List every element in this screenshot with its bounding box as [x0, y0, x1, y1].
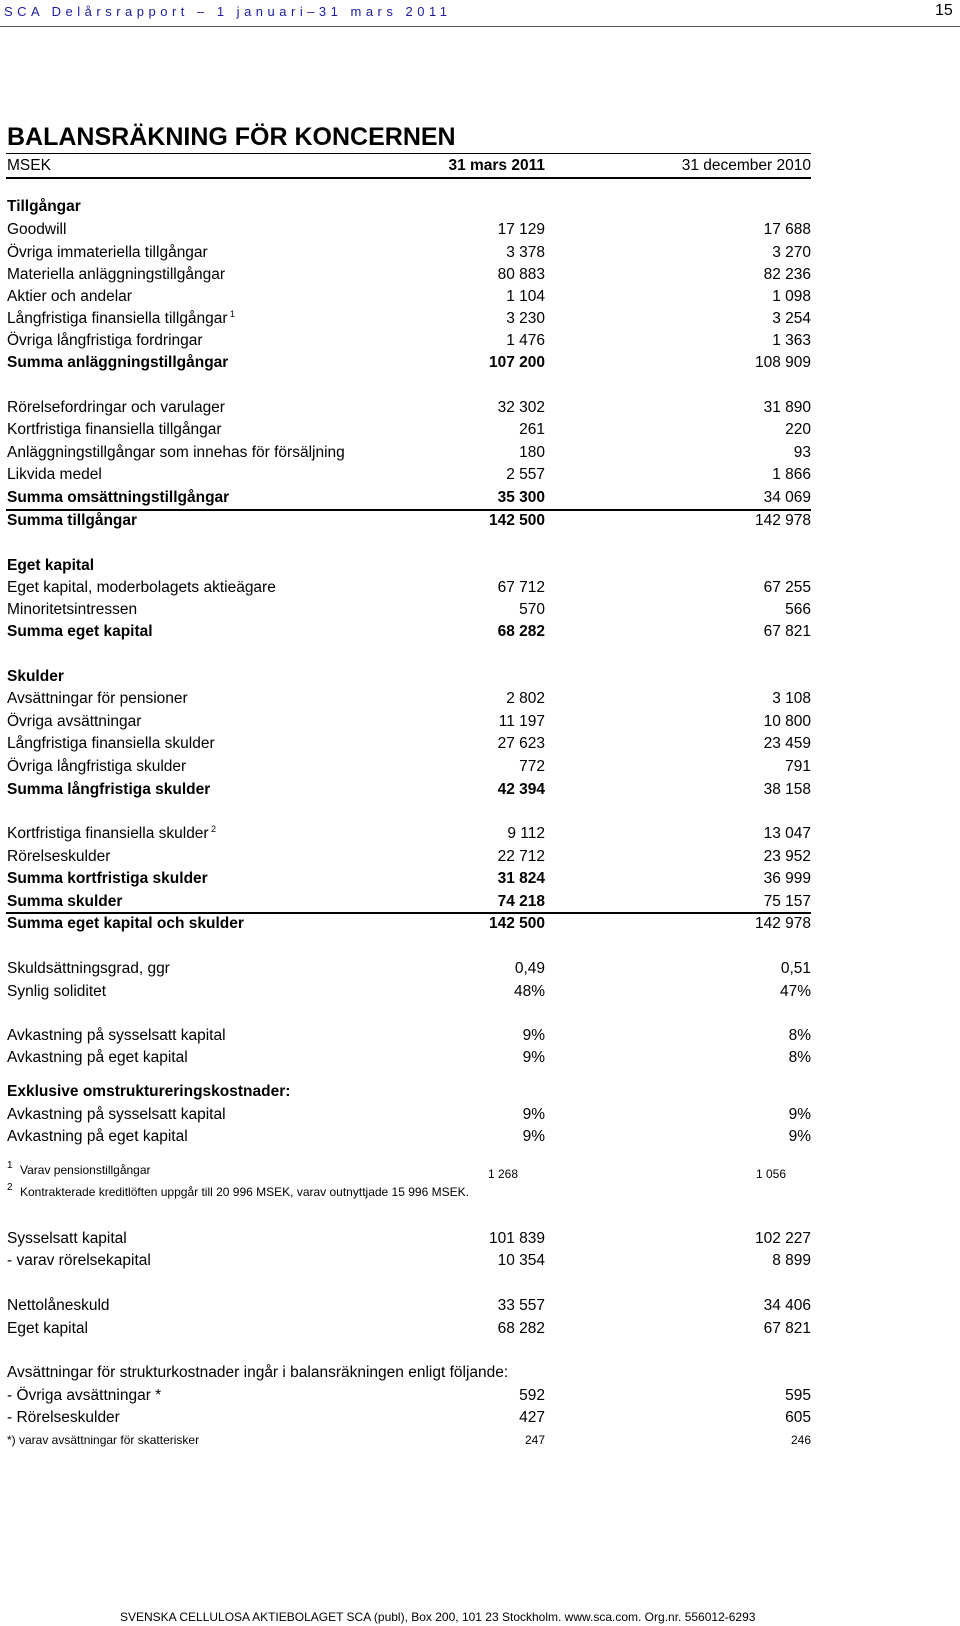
- row-label: Avsättningar för strukturkostnader ingår i balansräkningen enligt följande:: [7, 1364, 509, 1381]
- row-label: Summa eget kapital och skulder: [7, 915, 244, 932]
- value-previous: 566: [785, 601, 811, 618]
- row-label: Summa skulder: [7, 893, 123, 910]
- table-row: [7, 444, 811, 466]
- value-current: 32 302: [497, 399, 545, 416]
- row-label: Övriga immateriella tillgångar: [7, 244, 208, 261]
- value-current: 101 839: [488, 1230, 545, 1247]
- value-current: 80 883: [497, 266, 545, 283]
- value-previous: 23 459: [763, 735, 811, 752]
- footnote-1-marker: 1: [7, 1160, 13, 1171]
- value-previous: 34 406: [763, 1297, 811, 1314]
- table-row: [7, 579, 811, 601]
- footnote-1-text: Varav pensionstillgångar: [20, 1163, 151, 1177]
- value-previous: 0,51: [780, 960, 811, 977]
- value-current: 570: [519, 601, 545, 618]
- value-previous: 142 978: [754, 512, 811, 529]
- table-row: [7, 198, 811, 220]
- table-row: [7, 781, 811, 803]
- row-label: Rörelseskulder: [7, 848, 111, 865]
- value-previous: 8%: [788, 1027, 811, 1044]
- row-label: Skulder: [7, 668, 64, 685]
- table-row: [7, 1364, 811, 1386]
- value-previous: 791: [785, 758, 811, 775]
- value-current: 17 129: [497, 221, 545, 238]
- header-top-rule: [6, 153, 811, 154]
- value-previous: 82 236: [763, 266, 811, 283]
- table-row: [7, 690, 811, 712]
- row-label: Avkastning på eget kapital: [7, 1049, 188, 1066]
- table-row: [7, 332, 811, 354]
- total-rule: [6, 912, 811, 914]
- value-current: 3 378: [506, 244, 545, 261]
- value-current: 3 230: [506, 310, 545, 327]
- value-previous: 23 952: [763, 848, 811, 865]
- value-current: 142 500: [488, 915, 545, 932]
- footnote-2-text: Kontrakterade kreditlöften uppgår till 20 996 MSEK, varav outnyttjade 15 996 MSEK.: [20, 1185, 469, 1199]
- value-current: 772: [519, 758, 545, 775]
- row-label: Summa eget kapital: [7, 623, 153, 640]
- row-label: - Rörelseskulder: [7, 1409, 120, 1426]
- table-row: [7, 512, 811, 534]
- value-previous: 3 270: [772, 244, 811, 261]
- value-previous: 1 098: [772, 288, 811, 305]
- value-current: 9%: [522, 1106, 545, 1123]
- value-current: 142 500: [488, 512, 545, 529]
- unit-label: MSEK: [7, 157, 51, 174]
- row-label: Avkastning på eget kapital: [7, 1128, 188, 1145]
- row-label: Avkastning på sysselsatt kapital: [7, 1027, 226, 1044]
- table-row: [7, 244, 811, 266]
- row-label: Summa omsättningstillgångar: [7, 489, 230, 506]
- page-footer: SVENSKA CELLULOSA AKTIEBOLAGET SCA (publ), Box 200, 101 23 Stockholm. www.sca.com. Org.nr. 556012-6293: [120, 1610, 756, 1624]
- row-label: Synlig soliditet: [7, 983, 107, 1000]
- value-previous: 246: [790, 1433, 811, 1447]
- running-header-title: SCA Delårsrapport – 1 januari–31 mars 2011: [4, 4, 452, 19]
- row-label: Nettolåneskuld: [7, 1297, 110, 1314]
- row-label: *) varav avsättningar för skatterisker: [7, 1433, 200, 1447]
- value-current: 68 282: [497, 623, 545, 640]
- table-row: [7, 221, 811, 243]
- value-current: 9%: [522, 1128, 545, 1145]
- value-previous: 8 899: [772, 1252, 811, 1269]
- row-label: Tillgångar: [7, 198, 81, 215]
- value-current: 35 300: [497, 489, 545, 506]
- table-row: [7, 1230, 811, 1252]
- value-previous: 605: [785, 1409, 811, 1426]
- row-label: Eget kapital, moderbolagets aktieägare: [7, 579, 276, 596]
- table-row: [7, 758, 811, 780]
- table-row: [7, 623, 811, 645]
- value-previous: 67 255: [763, 579, 811, 596]
- table-row: [7, 1320, 811, 1342]
- page-title: BALANSRÄKNING FÖR KONCERNEN: [7, 123, 456, 151]
- value-previous: 31 890: [763, 399, 811, 416]
- value-current: 11 197: [498, 713, 545, 730]
- table-row: [7, 1433, 811, 1455]
- row-label: Skuldsättningsgrad, ggr: [7, 960, 170, 977]
- table-row: [7, 1083, 811, 1105]
- value-current: 68 282: [497, 1320, 545, 1337]
- row-label: Sysselsatt kapital: [7, 1230, 127, 1247]
- row-label: Kortfristiga finansiella skulder: [7, 825, 209, 842]
- row-label: Anläggningstillgångar som innehas för försäljning: [7, 444, 345, 461]
- row-label: Summa kortfristiga skulder: [7, 870, 208, 887]
- row-label: Kortfristiga finansiella tillgångar: [7, 421, 222, 438]
- table-row: [7, 266, 811, 288]
- row-label: Övriga långfristiga skulder: [7, 758, 187, 775]
- table-row: [7, 466, 811, 488]
- value-current: 107 200: [488, 354, 545, 371]
- value-previous: 38 158: [763, 781, 811, 798]
- row-label: Exklusive omstruktureringskostnader:: [7, 1083, 291, 1100]
- value-current: 42 394: [497, 781, 545, 798]
- value-previous: 67 821: [763, 1320, 811, 1337]
- table-row: [7, 1106, 811, 1128]
- row-label: Minoritetsintressen: [7, 601, 138, 618]
- value-previous: 17 688: [763, 221, 811, 238]
- table-row: [7, 557, 811, 579]
- table-row: [7, 983, 811, 1005]
- table-row: [7, 870, 811, 892]
- column-header-row: [7, 157, 811, 179]
- value-previous: 1 363: [772, 332, 811, 349]
- value-previous: 1 866: [772, 466, 811, 483]
- table-row: [7, 1297, 811, 1319]
- value-current: 9%: [522, 1027, 545, 1044]
- row-label: Eget kapital: [7, 1320, 88, 1337]
- table-row: [7, 1252, 811, 1274]
- table-row: [7, 354, 811, 376]
- table-row: [7, 960, 811, 982]
- value-current: 1 104: [506, 288, 545, 305]
- value-current: 427: [519, 1409, 545, 1426]
- value-previous: 595: [785, 1387, 811, 1404]
- row-label: Avkastning på sysselsatt kapital: [7, 1106, 226, 1123]
- value-current: 48%: [513, 983, 545, 1000]
- value-previous: 10 800: [763, 713, 811, 730]
- table-row: [7, 713, 811, 735]
- value-current: 261: [519, 421, 545, 438]
- value-previous: 36 999: [763, 870, 811, 887]
- value-previous: 220: [785, 421, 811, 438]
- value-current: 67 712: [497, 579, 545, 596]
- value-previous: 34 069: [763, 489, 811, 506]
- value-previous: 3 254: [772, 310, 811, 327]
- value-current: 2 802: [506, 690, 545, 707]
- row-label: - varav rörelsekapital: [7, 1252, 151, 1269]
- row-label: Eget kapital: [7, 557, 94, 574]
- value-previous: 102 227: [754, 1230, 811, 1247]
- table-row: [7, 399, 811, 421]
- value-previous: 142 978: [754, 915, 811, 932]
- value-previous: 9%: [788, 1128, 811, 1145]
- row-label: Summa anläggningstillgångar: [7, 354, 229, 371]
- footnote-2-marker: 2: [7, 1182, 13, 1193]
- row-label: Övriga långfristiga fordringar: [7, 332, 203, 349]
- row-label: Långfristiga finansiella tillgångar: [7, 310, 228, 327]
- table-row: [7, 601, 811, 623]
- value-current: 31 824: [497, 870, 545, 887]
- row-label: Materiella anläggningstillgångar: [7, 266, 225, 283]
- row-label: Likvida medel: [7, 466, 102, 483]
- value-current: 2 557: [506, 466, 545, 483]
- value-current: 180: [519, 444, 545, 461]
- row-label: Aktier och andelar: [7, 288, 132, 305]
- total-rule: [6, 509, 811, 511]
- previous-period-header: 31 december 2010: [681, 157, 811, 174]
- row-label: Rörelsefordringar och varulager: [7, 399, 225, 416]
- table-row: [7, 1027, 811, 1049]
- value-current: 27 623: [497, 735, 545, 752]
- value-previous: 8%: [788, 1049, 811, 1066]
- footnote-1-value-previous: 1 056: [756, 1167, 787, 1181]
- value-previous: 108 909: [754, 354, 811, 371]
- value-current: 1 476: [506, 332, 545, 349]
- current-period-header: 31 mars 2011: [448, 157, 545, 174]
- row-label: Avsättningar för pensioner: [7, 690, 188, 707]
- value-current: 33 557: [497, 1297, 545, 1314]
- table-row: [7, 915, 811, 937]
- value-previous: 9%: [788, 1106, 811, 1123]
- value-current: 9 112: [507, 825, 545, 842]
- table-row: [7, 668, 811, 690]
- row-label: Långfristiga finansiella skulder: [7, 735, 215, 752]
- header-rule: [0, 26, 960, 27]
- table-row: [7, 1049, 811, 1071]
- value-previous: 3 108: [772, 690, 811, 707]
- row-label: Goodwill: [7, 221, 67, 238]
- value-current: 22 712: [497, 848, 545, 865]
- table-row: [7, 735, 811, 757]
- table-row: [7, 1128, 811, 1150]
- row-label: Summa långfristiga skulder: [7, 781, 211, 798]
- value-previous: 13 047: [763, 825, 811, 842]
- table-row: [7, 288, 811, 310]
- value-previous: 67 821: [763, 623, 811, 640]
- value-previous: 75 157: [763, 893, 811, 910]
- value-previous: 93: [793, 444, 811, 461]
- value-previous: 47%: [779, 983, 811, 1000]
- table-row: Kortfristiga finansiella skulder 2 9 112 13 047: [7, 824, 811, 842]
- page-number: 15: [935, 2, 953, 19]
- header-bottom-rule: [6, 177, 811, 179]
- table-row: [7, 421, 811, 443]
- value-current: 247: [524, 1433, 545, 1447]
- table-row: [7, 848, 811, 870]
- row-label: Summa tillgångar: [7, 512, 138, 529]
- value-current: 9%: [522, 1049, 545, 1066]
- value-current: 10 354: [497, 1252, 545, 1269]
- value-current: 74 218: [497, 893, 545, 910]
- table-row: [7, 1387, 811, 1409]
- value-current: 592: [519, 1387, 545, 1404]
- value-current: 0,49: [514, 960, 545, 977]
- table-row: [7, 1409, 811, 1431]
- footnote-1-value-current: 1 268: [488, 1167, 519, 1181]
- row-label: - Övriga avsättningar *: [7, 1387, 162, 1404]
- table-row: Långfristiga finansiella tillgångar 1 3 230 3 254: [7, 309, 811, 327]
- row-label: Övriga avsättningar: [7, 713, 142, 730]
- table-row: [7, 489, 811, 511]
